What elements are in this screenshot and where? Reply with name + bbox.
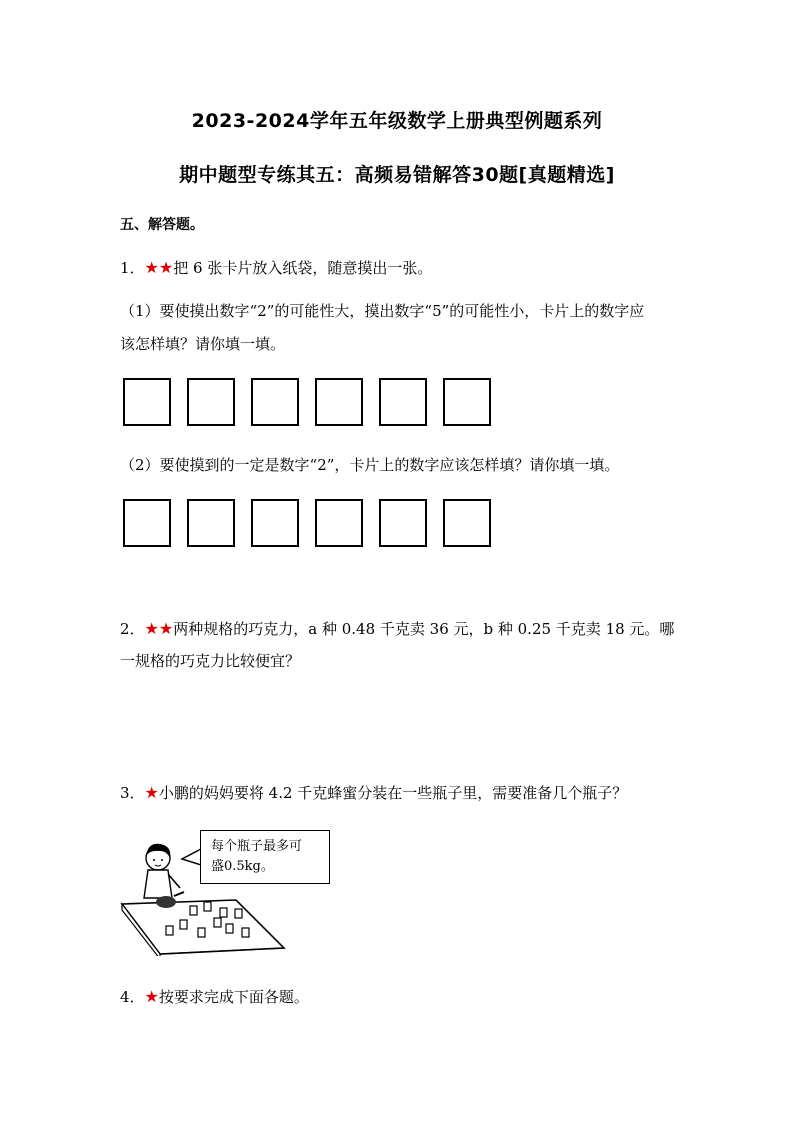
card-box[interactable] [187, 378, 235, 426]
question-text: 把 6 张卡片放入纸袋，随意摸出一张。 [173, 259, 433, 277]
star-icon: ★★ [144, 258, 174, 277]
card-box[interactable] [315, 499, 363, 547]
document-subtitle: 期中题型专练其五：高频易错解答30题[真题精选] [179, 164, 615, 186]
question-1-part-1-line-2: 该怎样填？请你填一填。 [120, 335, 286, 353]
card-box[interactable] [251, 499, 299, 547]
question-1 [120, 257, 432, 278]
card-box[interactable] [315, 378, 363, 426]
star-icon: ★★ [144, 619, 174, 638]
card-box[interactable] [251, 378, 299, 426]
card-box[interactable] [379, 378, 427, 426]
card-box[interactable] [443, 378, 491, 426]
card-box[interactable] [443, 499, 491, 547]
question-text: 两种规格的巧克力，a 种 0.48 千克卖 36 元，b 种 0.25 千克卖 18 元。哪 [173, 620, 675, 638]
card-box-row-1 [123, 378, 491, 426]
card-box[interactable] [379, 499, 427, 547]
card-box[interactable] [123, 499, 171, 547]
card-box-row-2 [123, 499, 491, 547]
question-1-part-2: （2）要使摸到的一定是数字“2”，卡片上的数字应该怎样填？请你填一填。 [120, 456, 620, 474]
document-title: 2023-2024学年五年级数学上册典型例题系列 [191, 110, 603, 132]
question-number: 4． [120, 988, 145, 1006]
question-2-line-2: 一规格的巧克力比较便宜？ [120, 652, 301, 670]
speech-bubble-line-1: 每个瓶子最多可 [211, 839, 303, 854]
question-1-part-1-line-1: （1）要使摸出数字“2”的可能性大，摸出数字“5”的可能性小，卡片上的数字应 [120, 302, 645, 320]
question-2 [120, 618, 674, 639]
question-text: 按要求完成下面各题。 [158, 988, 309, 1006]
question-number: 2． [120, 620, 145, 638]
speech-bubble [200, 830, 330, 884]
card-box[interactable] [187, 499, 235, 547]
question-number: 3． [120, 784, 145, 802]
question-3 [120, 782, 627, 803]
section-heading: 五、解答题。 [120, 217, 204, 233]
speech-bubble-line-2: 盛0.5kg。 [211, 859, 274, 874]
star-icon: ★ [144, 987, 159, 1006]
question-text: 小鹏的妈妈要将 4.2 千克蜂蜜分装在一些瓶子里，需要准备几个瓶子？ [158, 784, 628, 802]
question-number: 1． [120, 259, 145, 277]
card-box[interactable] [123, 378, 171, 426]
star-icon: ★ [144, 783, 159, 802]
question-4 [120, 986, 309, 1007]
